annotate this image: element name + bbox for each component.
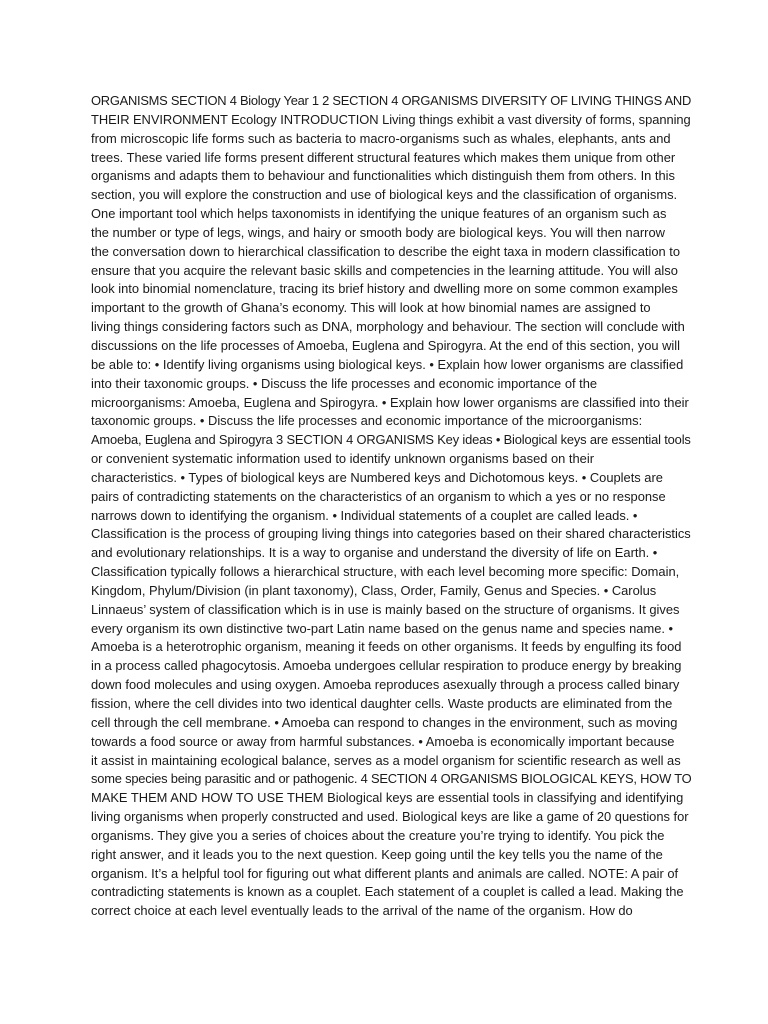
- text-line-29: every organism its own distinctive two-part Latin name based on the genus name and species name. •: [91, 620, 674, 636]
- text-line-28: Linnaeus’ system of classification which is in use is mainly based on the structure of organisms. It gives: [91, 601, 680, 617]
- text-line-6: section, you will explore the construction and use of biological keys and the classification of organisms.: [91, 187, 678, 203]
- text-line-12: important to the growth of Ghana’s economy. This will look at how binomial names are assigned to: [91, 300, 651, 316]
- text-line-14: discussions on the life processes of Amoeba, Euglena and Spirogyra. At the end of this section, you will: [91, 337, 681, 353]
- text-line-26: Classification typically follows a hierarchical structure, with each level becoming more specific: Domain,: [91, 564, 680, 580]
- text-line-22: pairs of contradicting statements on the characteristics of an organism to which a yes or no response: [91, 488, 666, 504]
- text-line-15: be able to: • Identify living organisms using biological keys. • Explain how lower organisms are classified: [91, 356, 684, 372]
- text-line-17: microorganisms: Amoeba, Euglena and Spirogyra. • Explain how lower organisms are classified into their: [91, 394, 689, 410]
- text-line-45: [91, 921, 691, 940]
- text-line-1: ORGANISMS SECTION 4 Biology Year 1 2 SECTION 4 ORGANISMS DIVERSITY OF LIVING THINGS AND: [91, 93, 692, 108]
- text-line-37: some species being parasitic and or pathogenic. 4 SECTION 4 ORGANISMS BIOLOGICAL KEYS, HOW TO: [91, 771, 692, 787]
- text-line-3: from microscopic life forms such as bacteria to macro-organisms such as whales, elephants, ants and: [91, 130, 671, 146]
- text-line-16: into their taxonomic groups. • Discuss the life processes and economic importance of the: [91, 375, 598, 391]
- text-line-25: and evolutionary relationships. It is a way to organise and understand the diversity of life on Earth. •: [91, 545, 658, 561]
- text-line-23: narrows down to identifying the organism. • Individual statements of a couplet are called leads. •: [91, 507, 638, 523]
- text-line-13: living things considering factors such as DNA, morphology and behaviour. The section will conclude with: [91, 319, 685, 335]
- text-line-4: trees. These varied life forms present different structural features which makes them unique from other: [91, 149, 676, 165]
- text-line-31: in a process called phagocytosis. Amoeba undergoes cellular respiration to produce energy by breaking: [91, 658, 682, 674]
- text-line-33: fission, where the cell divides into two identical daughter cells. Waste products are eliminated from the: [91, 696, 673, 711]
- text-line-39: living organisms when properly constructed and used. Biological keys are like a game of 20 questions for: [91, 809, 689, 825]
- text-line-32: down food molecules and using oxygen. Amoeba reproduces asexually through a process called binary: [91, 677, 680, 693]
- text-line-5: organisms and adapts them to behaviour and functionalities which distinguish them from others. In this: [91, 168, 675, 184]
- document-body-text: [91, 92, 691, 940]
- text-line-44: correct choice at each level eventually leads to the arrival of the name of the organism. How do: [91, 903, 633, 919]
- text-line-11: look into binomial nomenclature, tracing its brief history and dwelling more on some common examples: [91, 281, 678, 297]
- text-line-27: Kingdom, Phylum/Division (in plant taxonomy), Class, Order, Family, Genus and Species. • Carolus: [91, 582, 657, 598]
- text-line-36: it assist in maintaining ecological balance, serves as a model organism for scientific research as well as: [91, 752, 681, 768]
- text-line-38: MAKE THEM AND HOW TO USE THEM Biological keys are essential tools in classifying and identifying: [91, 790, 684, 806]
- text-line-10: ensure that you acquire the relevant basic skills and competencies in the learning attitude. You will also: [91, 262, 678, 278]
- text-line-40: organisms. They give you a series of choices about the creature you’re trying to identify. You pick the: [91, 827, 665, 843]
- text-line-8: the number or type of legs, wings, and hairy or smooth body are biological keys. You will then narrow: [91, 224, 665, 240]
- text-line-34: cell through the cell membrane. • Amoeba can respond to changes in the environment, such as moving: [91, 714, 678, 730]
- text-line-9: the conversation down to hierarchical classification to describe the eight taxa in modern classification to: [91, 243, 680, 259]
- text-line-21: characteristics. • Types of biological keys are Numbered keys and Dichotomous keys. • Couplets are: [91, 469, 663, 485]
- text-line-42: organism. It’s a helpful tool for figuring out what different plants and animals are called. NOTE: A pair of: [91, 865, 679, 881]
- text-line-24: Classification is the process of grouping living things into categories based on their shared characteristics: [91, 526, 691, 542]
- text-line-18: taxonomic groups. • Discuss the life processes and economic importance of the microorganisms:: [91, 413, 643, 429]
- text-line-7: One important tool which helps taxonomists in identifying the unique features of an organism such as: [91, 206, 667, 222]
- text-line-41: right answer, and it leads you to the next question. Keep going until the key tells you the name of the: [91, 846, 663, 862]
- text-line-35: towards a food source or away from harmful substances. • Amoeba is economically important because: [91, 733, 675, 749]
- text-line-2: THEIR ENVIRONMENT Ecology INTRODUCTION Living things exhibit a vast diversity of forms, spanning: [91, 111, 691, 127]
- text-line-20: or convenient systematic information used to identify unknown organisms based on their: [91, 451, 595, 467]
- text-line-30: Amoeba is a heterotrophic organism, meaning it feeds on other organisms. It feeds by engulfing its food: [91, 639, 682, 655]
- text-line-19: Amoeba, Euglena and Spirogyra 3 SECTION 4 ORGANISMS Key ideas • Biological keys are essential tools: [91, 432, 691, 448]
- text-line-43: contradicting statements is known as a couplet. Each statement of a couplet is called a lead. Making the: [91, 884, 684, 900]
